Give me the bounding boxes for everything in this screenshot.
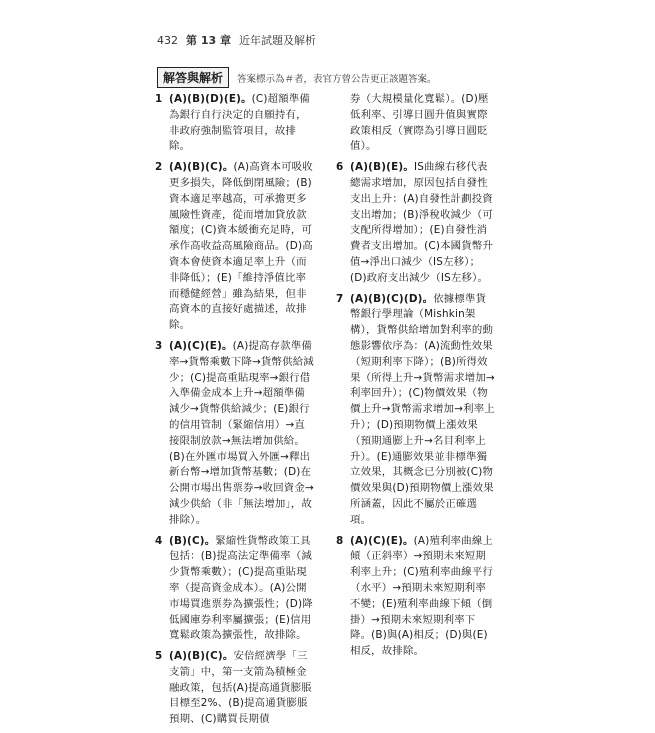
item-body: [350, 534, 496, 660]
answer-item-5: [155, 649, 315, 728]
item-explanation: (A)高資本可吸收更多損失，降低倒閉風險；(B)資本適足率越高，可承擔更多風險性資產，從而增加貸放款額度；(C)資本緩衝充足時，可承作高收益高風險商品。(D)高資本會使資本適足率上升（而非降低）；(E)「維持淨值比率而穩健經營」雖為結果，但非高資本的直接好處描述，故排除。: [169, 161, 313, 332]
item-number: 8: [336, 534, 344, 547]
left-column: [155, 92, 315, 733]
answer-item-1: [155, 92, 315, 155]
item-body: [350, 160, 496, 286]
right-column: [336, 92, 496, 665]
item-body: [169, 339, 315, 529]
item-number: 3: [155, 339, 163, 352]
item-number: 4: [155, 534, 163, 547]
answer-item-7: [336, 292, 496, 529]
answer-item-3: [155, 339, 315, 529]
item-answer: (A)(B)(C)(D)。: [350, 292, 434, 305]
item-number: 5: [155, 650, 163, 663]
answers-heading: [157, 67, 437, 88]
item-body: [169, 649, 315, 728]
answer-item-8: [336, 534, 496, 660]
item-number: 2: [155, 161, 163, 174]
chapter-label: 第 13 章: [186, 34, 231, 47]
item-explanation: 依據標準貨幣銀行學理論（Mishkin架構），貨幣供給增加對利率的動態影響依序為：(A)流動性效果（短期利率下降）；(B)所得效果（所得上升→貨幣需求增加→利率回升）；(C)物價效果（物價上升→貨幣需求增加→利率上升）；(D)預期物價上漲效果（預期通膨上升→名目利率上升）。(E)通膨效果並非標準獨立效果，其概念已分別被(C)物價效果與(D)預期物價上漲效果所涵蓋，因此不屬於正確選項。: [350, 292, 495, 526]
item-answer: (A)(B)(C)。: [169, 650, 234, 663]
item-explanation: (A)殖利率曲線上傾（正斜率）→預期未來短期利率上升；(C)殖利率曲線平行（水平）→預期未來短期利率不變；(E)殖利率曲線下傾（倒掛）→預期未來短期利率下降。(B)與(A)相反；(D)與(E)相反，故排除。: [350, 534, 494, 658]
item-answer: (A)(C)(E)。: [350, 534, 414, 547]
item-5-continuation: 券（大規模量化寬鬆）。(D)壓低利率、引導日圓升值與實際政策相反（實際為引導日圓貶值）。: [350, 93, 489, 153]
answers-note: 答案標示為＃者，表官方曾公告更正該題答案。: [237, 73, 437, 85]
item-answer: (A)(B)(C)。: [169, 161, 234, 174]
item-explanation: (A)提高存款準備率→貨幣乘數下降→貨幣供給減少；(C)提高重貼現率→銀行借入準備金成本上升→超額準備減少→貨幣供給減少；(E)銀行的信用管制（緊縮信用）→直接限制放款→無法增加供給。(B)在外匯市場買入外匯→釋出新台幣→增加貨幣基數；(D)在公開市場出售票券→收回資金→減少供給（非「無法增加」，故排除）。: [169, 339, 314, 526]
item-answer: (A)(C)(E)。: [169, 339, 233, 352]
item-body: [350, 292, 496, 529]
item-number: 6: [336, 161, 344, 174]
item-answer: (A)(B)(D)(E)。: [169, 93, 252, 105]
item-body: [169, 92, 315, 155]
item-number: 7: [336, 292, 344, 305]
answers-badge: 解答與解析: [157, 67, 229, 88]
item-explanation: IS曲線右移代表總需求增加，原因包括自發性支出上升：(A)自發性計劃投資支出增加；(B)淨稅收減少（可支配所得增加）；(E)自發性消費者支出增加。(C)本國貨幣升值→淨出口減少（IS左移）；(D)政府支出減少（IS左移）。: [350, 161, 494, 284]
running-header: [157, 32, 316, 48]
answer-item-4: [155, 534, 315, 645]
item-explanation: (C)超額準備為銀行自行決定的自願持有，非政府強制監管項目，故排除。: [169, 93, 310, 153]
item-answer: (B)(C)。: [169, 534, 216, 547]
item-body: [169, 160, 315, 334]
item-answer: (A)(B)(E)。: [350, 161, 414, 174]
item-body: [169, 534, 315, 645]
page-number: 432: [157, 34, 178, 47]
item-explanation: 緊縮性貨幣政策工具包括：(B)提高法定準備率（減少貨幣乘數）；(C)提高重貼現率（提高資金成本）。(A)公開市場買進票券為擴張性；(D)降低國庫券利率屬擴張；(E)信用寬鬆政策為擴張性，故排除。: [169, 534, 313, 642]
answer-item-6: [336, 160, 496, 286]
item-number: 1: [155, 93, 163, 105]
answer-item-2: [155, 160, 315, 334]
chapter-title: 近年試題及解析: [238, 34, 316, 47]
item-explanation: 安倍經濟學「三支箭」中，第一支箭為積極金融政策，包括(A)提高通貨膨脹目標至2%、(B)提高通貨膨脹預期、(C)購買長期債: [169, 650, 312, 726]
